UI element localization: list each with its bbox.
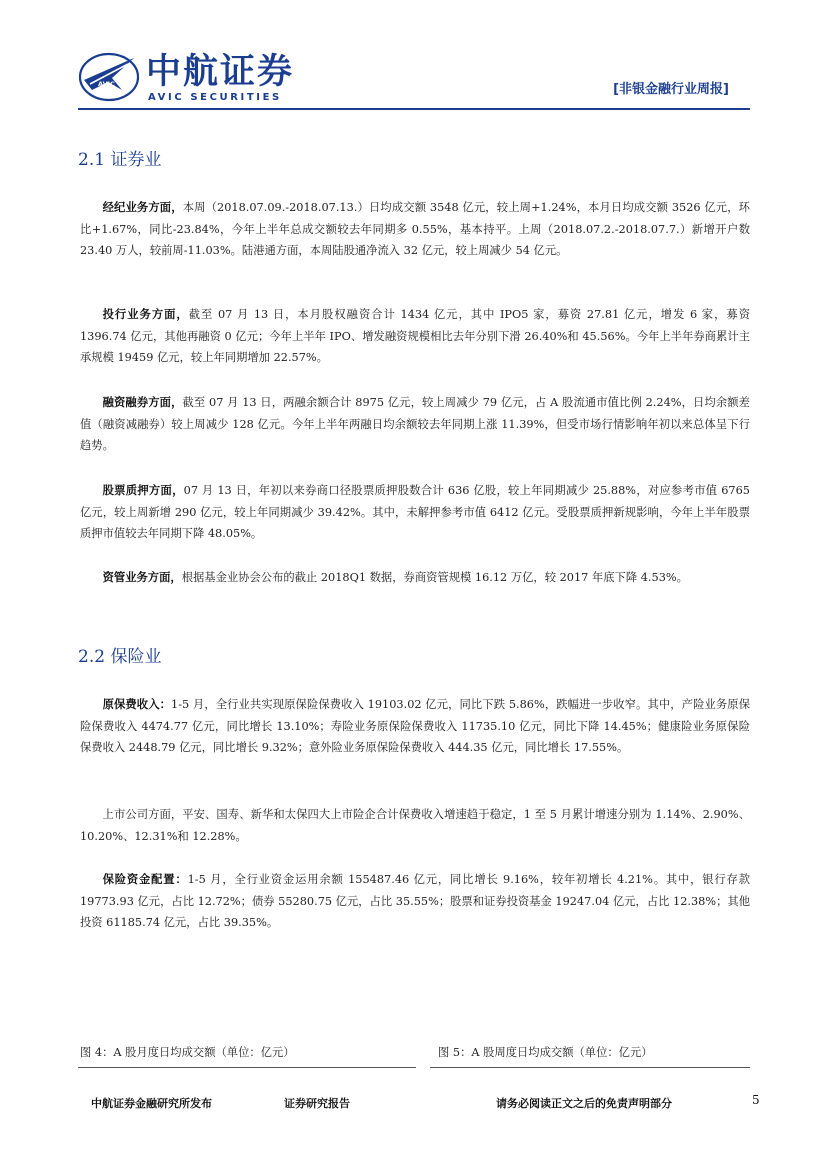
footer-report-label: 证券研究报告 [284, 1097, 350, 1110]
figure-5-rule [430, 1067, 750, 1068]
paragraph-text: 根据基金业协会公布的截止 2018Q1 数据，券商资管规模 16.12 万亿，较 2017 年底下降 4.53%。 [181, 571, 688, 584]
paragraph-brokerage [80, 197, 750, 262]
paragraph-text: 本周（2018.07.09.-2018.07.13.）日均成交额 3548 亿元，较上周+1.24%，本月日均成交额 3526 亿元，环比+1.67%，同比-23.84%，今年上半年总成交额较去年同期多 0.55%，基本持平。上周（2018.07.2.-2018.07.7.）新增开户数 23.40 万人，较前周-11.03%。陆港通方面，本周陆股通净流入 32 亿元，较上周减少 54 亿元。 [80, 201, 750, 257]
paragraph-asset-management [80, 567, 750, 589]
footer-disclaimer: 请务必阅读正文之后的免责声明部分 [496, 1097, 672, 1110]
logo-text: AVIC [98, 80, 115, 88]
paragraph-stock-pledge [80, 480, 750, 545]
paragraph-lead: 原保费收入： [102, 698, 172, 711]
paragraph-text: 07 月 13 日，年初以来券商口径股票质押股数合计 636 亿股，较上年同期减少 25.88%，对应参考市值 6765 亿元，较上周新增 290 亿元，较上年同期减少 39.42%。其中，未解押参考市值 6412 亿元。受股票质押新规影响，今年上半年股票质押市值较去年同期下降 48.05%。 [80, 484, 750, 540]
paragraph-listed-insurers [80, 804, 750, 847]
paragraph-margin-trading [80, 392, 750, 457]
paragraph-investment-banking [80, 304, 750, 369]
avic-logo-icon [78, 50, 140, 102]
footer-publisher: 中航证券金融研究所发布 [91, 1097, 212, 1110]
paragraph-lead: 融资融券方面， [102, 396, 183, 409]
paragraph-text: 截至 07 月 13 日，两融余额合计 8975 亿元，较上周减少 79 亿元，占 A 股流通市值比例 2.24%，日均余额差值（融资减融券）较上周减少 128 亿元。今年上半年两融日均余额较去年同期上涨 11.39%，但受市场行情影响年初以来总体呈下行趋势。 [80, 396, 750, 452]
paragraph-fund-allocation [80, 869, 750, 934]
page-number: 5 [752, 1093, 760, 1107]
paragraph-text: 1-5 月，全行业共实现原保险保费收入 19103.02 亿元，同比下跌 5.86%，跌幅进一步收窄。其中，产险业务原保险保费收入 4474.77 亿元，同比增长 13.10%；寿险业务原保险保费收入 11735.10 亿元，同比下降 14.45%；健康险业务原保险保费收入 2448.79 亿元，同比增长 9.32%；意外险业务原保险保费收入 444.35 亿元，同比增长 17.55%。 [80, 698, 750, 754]
header-divider [78, 108, 750, 110]
paragraph-premium-income [80, 694, 750, 759]
paragraph-lead: 经纪业务方面， [102, 201, 183, 214]
section-title-securities: 2.1 证券业 [78, 150, 162, 170]
paragraph-text: 上市公司方面，平安、国寿、新华和太保四大上市险企合计保费收入增速趋于稳定，1 至 5 月累计增速分别为 1.14%、2.90%、10.20%、12.31%和 12.28%。 [80, 808, 750, 843]
section-title-insurance: 2.2 保险业 [78, 647, 162, 667]
figure-5-caption: 图 5：A 股周度日均成交额（单位：亿元） [438, 1046, 653, 1059]
report-type-label: [非银金融行业周报] [613, 82, 729, 97]
page-header [0, 0, 827, 110]
brand-name-en: AVIC SECURITIES [148, 92, 282, 103]
paragraph-lead: 资管业务方面， [102, 571, 182, 584]
brand-name-cn: 中航证券 [146, 52, 295, 92]
paragraph-lead: 投行业务方面， [102, 308, 189, 321]
paragraph-lead: 股票质押方面， [102, 484, 184, 497]
figure-4-caption: 图 4：A 股月度日均成交额（单位：亿元） [80, 1046, 295, 1059]
figure-4-rule [78, 1067, 416, 1068]
page-footer [0, 1095, 827, 1135]
paragraph-text: 1-5 月，全行业资金运用余额 155487.46 亿元，同比增长 9.16%，较年初增长 4.21%。其中，银行存款 19773.93 亿元，占比 12.72%；债券 55280.75 亿元，占比 35.55%；股票和证券投资基金 19247.04 亿元，占比 12.38%；其他投资 61185.74 亿元，占比 39.35%。 [80, 873, 750, 929]
paragraph-text: 截至 07 月 13 日，本月股权融资合计 1434 亿元，其中 IPO5 家，募资 27.81 亿元，增发 6 家，募资 1396.74 亿元，其他再融资 0 亿元；今年上半年 IPO、增发融资规模相比去年分别下滑 26.40%和 45.56%。今年上半年券商累计主承规模 19459 亿元，较上年同期增加 22.57%。 [80, 308, 750, 364]
paragraph-lead: 保险资金配置： [102, 873, 188, 886]
